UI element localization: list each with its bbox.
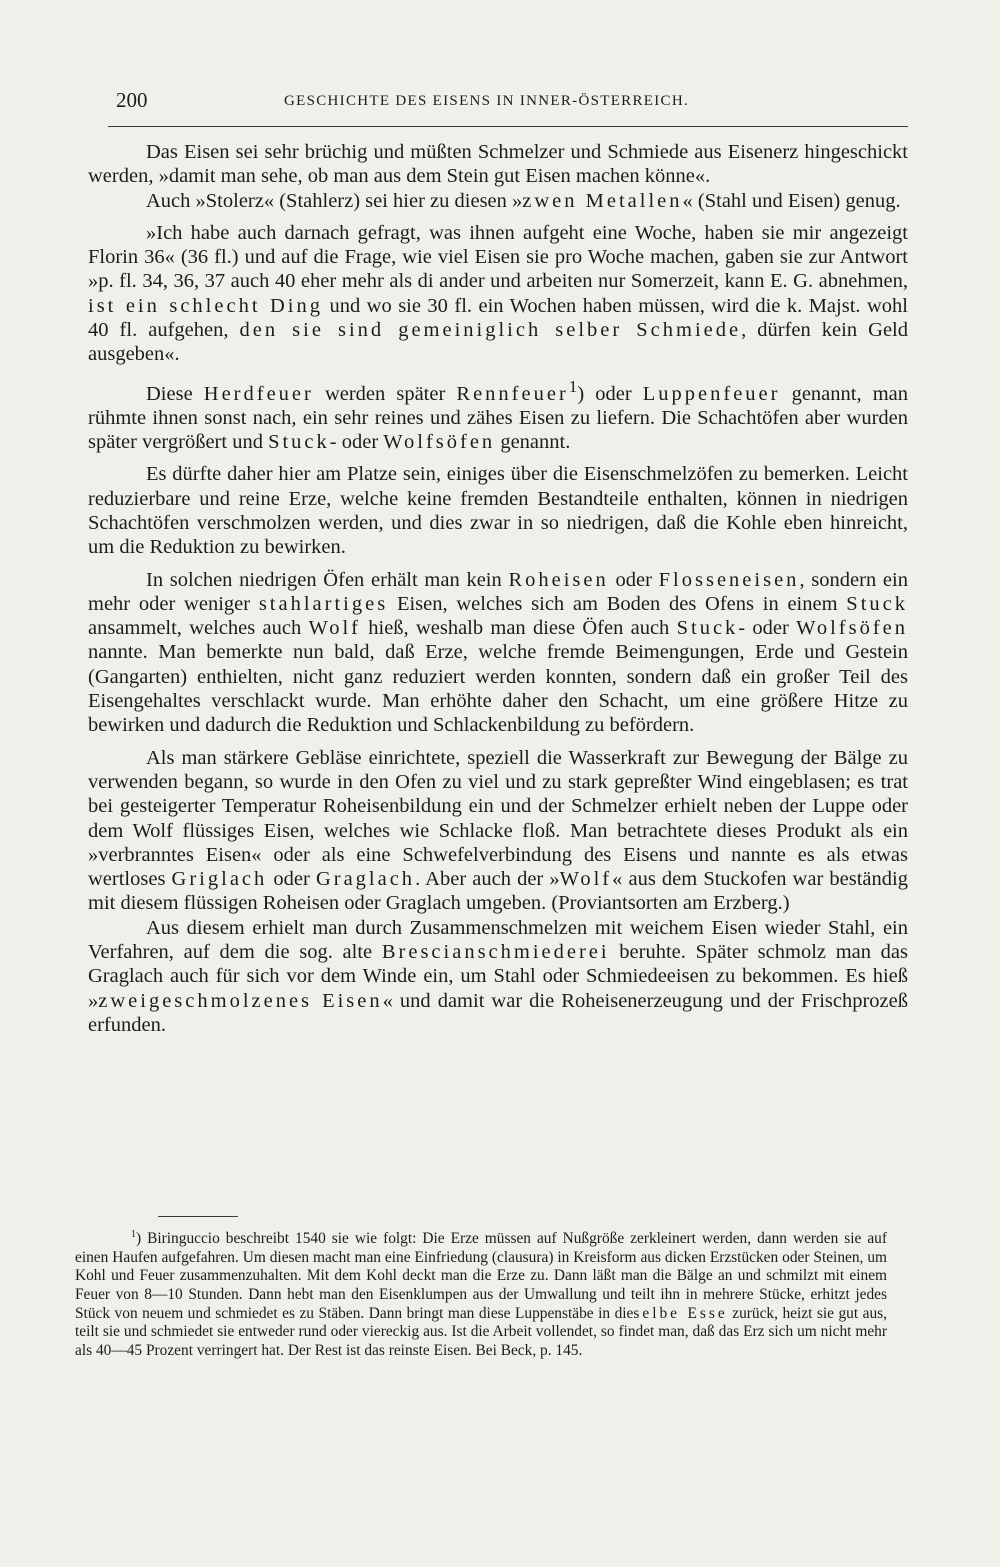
text-run: « (Stahl und Eisen) genug.: [682, 189, 901, 212]
spaced-term: Graglach: [315, 868, 416, 891]
spaced-term: Wolf: [559, 868, 613, 891]
footnote-marker: 1: [131, 1229, 136, 1240]
text-run: « und damit war die Roheisenerzeugung und der Frischprozeß erfunden.: [88, 989, 908, 1036]
text-run: Aus diesem erhielt man durch Zusammenschmelzen mit weichem Eisen wieder Stahl, ein Verfahren, auf dem die sog. alte: [88, 916, 908, 964]
text-run: oder: [267, 868, 316, 891]
page-number: 200: [116, 88, 148, 112]
text-run: beruhte. Später schmolz man das Graglach auch für sich vor dem Winde ein, um Stahl oder Schmiedeeisen zu bekommen. Es hieß »: [88, 941, 909, 1012]
paragraph-3: [88, 221, 908, 367]
paragraph-2: [88, 189, 908, 213]
spaced-term: Wolfsöfen: [796, 617, 908, 640]
text-run: ) oder: [577, 382, 643, 405]
text-run: genannt, man rühmte ihnen sonst nach, ein sehr reines und zähes Eisen zu liefern. Die Schachtöfen aber wurden später vergrößert und: [88, 382, 908, 454]
text-run: zurück, heizt sie gut aus, teilt sie und schmiedet sie entweder rund oder viereckig aus. Ist die Arbeit vollendet, so findet man, daß das Erz sich um nicht mehr als 40—45 Prozent verringert hat. Der Rest ist das reinste Eisen. Bei Beck, p. 145.: [75, 1304, 887, 1359]
text-run: - oder: [329, 431, 384, 454]
spaced-term: Wolfsöfen: [383, 431, 496, 454]
text-run: und wo sie 30 fl. ein Wochen haben müssen, wird die k. Majst. wohl 40 fl. aufgehen,: [88, 294, 908, 342]
text-run: ansammelt, welches auch: [88, 617, 309, 640]
text-run: « aus dem Stuckofen war beständig mit diesem flüssigen Roheisen oder Graglach umgeben. (Proviantsorten am Erzberg.): [88, 868, 908, 915]
text-run: »Ich habe auch darnach gefragt, was ihnen aufgeht eine Woche, haben sie mir angezeigt Florin 36« (36 fl.) und auf die Frage, wie viel Eisen sie pro Woche machen, gaben sie zur Antwort »p. fl. 34, 36, 37 auch 40 eher mehr als di ander und arbeiten nur Somerzeit, kann E. G. abnehmen,: [88, 221, 908, 293]
spaced-term: zweigeschmolzenes Eisen: [98, 989, 383, 1012]
spaced-term: Stuck: [846, 592, 908, 615]
text-run: Diese: [146, 382, 204, 405]
spaced-term: stahlartiges: [258, 592, 389, 615]
text-run: Als man stärkere Gebläse einrichtete, speziell die Wasserkraft zur Bewegung der Bälge zu verwenden begann, so wurde in den Ofen zu viel und zu stark gepreßter Wind eingeblasen; es trat bei gesteigerter Temperatur Roheisenbildung ein und der Schmelzer erhielt neben der Luppe oder dem Wolf flüssiges Eisen, welches wie Schlacke floß. Man betrachtete dieses Produkt als ein »verbranntes Eisen« oder als eine Schwefelverbindung des Eisens und nannte es als etwas wertloses: [88, 746, 908, 891]
spaced-term: Wolf: [308, 617, 361, 640]
text-run: Auch »Stolerz« (Stahlerz) sei hier zu diesen »: [146, 189, 523, 212]
spaced-term: Herdfeuer: [203, 382, 314, 405]
spaced-term: Flosseneisen: [658, 568, 800, 591]
paragraph-1: Das Eisen sei sehr brüchig und müßten Schmelzer und Schmiede aus Eisenerz hingeschickt werden, »damit man sehe, ob man aus dem Stein gut Eisen machen könne«.: [88, 141, 908, 188]
spaced-term: den sie sind gemeiniglich selber Schmiede: [239, 319, 742, 342]
spaced-term: Stuck: [676, 617, 739, 640]
body-text: [88, 140, 908, 1037]
text-run: Eisen, welches sich am Boden des Ofens in einem: [388, 592, 847, 615]
spaced-term: Luppenfeuer: [642, 382, 781, 405]
text-run: In solchen niedrigen Öfen erhält man kein: [146, 568, 509, 591]
paragraph-4: [88, 375, 908, 455]
text-run: genannt.: [495, 431, 571, 454]
footnote-ref: 1: [568, 376, 578, 396]
running-header: [108, 86, 908, 127]
text-run: , dürfen kein Geld ausgeben«.: [88, 319, 908, 366]
text-run: ) Biringuccio beschreibt 1540 sie wie folgt: Die Erze müssen auf Nußgröße zerkleinert werden, dann werden sie auf einen Haufen aufgefahren. Um diesen macht man eine Einfriedung (clausura) in Kreisform aus dicken Erzstücken oder Steinen, um Kohl und Feuer zusammenzuhalten. Mit dem Kohl deckt man die Erze zu. Dann läßt man die Bälge an und schmilzt mit einem Feuer von 8—10 Stunden. Dann hebt man den Eisenklumpen aus der Umwallung und teilt ihn in mehrere Stücke, erhitzt jedes Stück von neuem und schmiedet es zu Stäben. Dann bringt man diese Luppenstäbe in die: [75, 1230, 887, 1322]
text-run: werden später: [313, 382, 457, 405]
spaced-term: Stuck: [268, 431, 330, 454]
text-run: , sondern ein mehr oder weniger: [88, 568, 908, 615]
text-run: - oder: [738, 617, 797, 640]
text-run: nannte. Man bemerkte nun bald, daß Erze, welche fremde Beimengungen, Erde und Gestein (Gangarten) enthielten, nicht ganz reduziert werden konnten, sondern daß ein großer Teil des Eisengehaltes verschlackt wurde. Man erhöhte daher den Schacht, um eine größere Hitze zu bewirken und dadurch die Reduktion und Schlackenbildung zu befördern.: [88, 641, 908, 737]
spaced-term: Roheisen: [508, 568, 609, 591]
spaced-term: Griglach: [171, 868, 268, 891]
text-run: oder: [608, 568, 659, 591]
spaced-term: selbe Esse: [633, 1304, 728, 1322]
spaced-term: Rennfeuer: [456, 382, 569, 405]
paragraph-8: [88, 916, 908, 1037]
text-run: hieß, weshalb man diese Öfen auch: [360, 617, 677, 640]
footnote-divider: [158, 1216, 238, 1217]
paragraph-5: Es dürfte daher hier am Platze sein, einiges über die Eisenschmelzöfen zu bemerken. Leicht reduzierbare und reine Erze, welche keine fremden Bestandteile enthalten, können in niedrigen Schachtöfen verschmolzen werden, und dies zwar in so niedrigen, daß die Kohle eben hinreicht, um die Reduktion zu bewirken.: [88, 463, 908, 559]
spaced-term: ist ein schlecht Ding: [88, 294, 323, 317]
footnote: [75, 1226, 887, 1360]
spaced-term: zwen Metallen: [522, 189, 683, 212]
text-run: . Aber auch der »: [415, 868, 560, 891]
running-title: GESCHICHTE DES EISENS IN INNER-ÖSTERREICH.: [284, 93, 690, 109]
paragraph-7: [88, 746, 908, 916]
spaced-term: Brescianschmiederei: [381, 941, 610, 964]
paragraph-6: [88, 568, 908, 738]
